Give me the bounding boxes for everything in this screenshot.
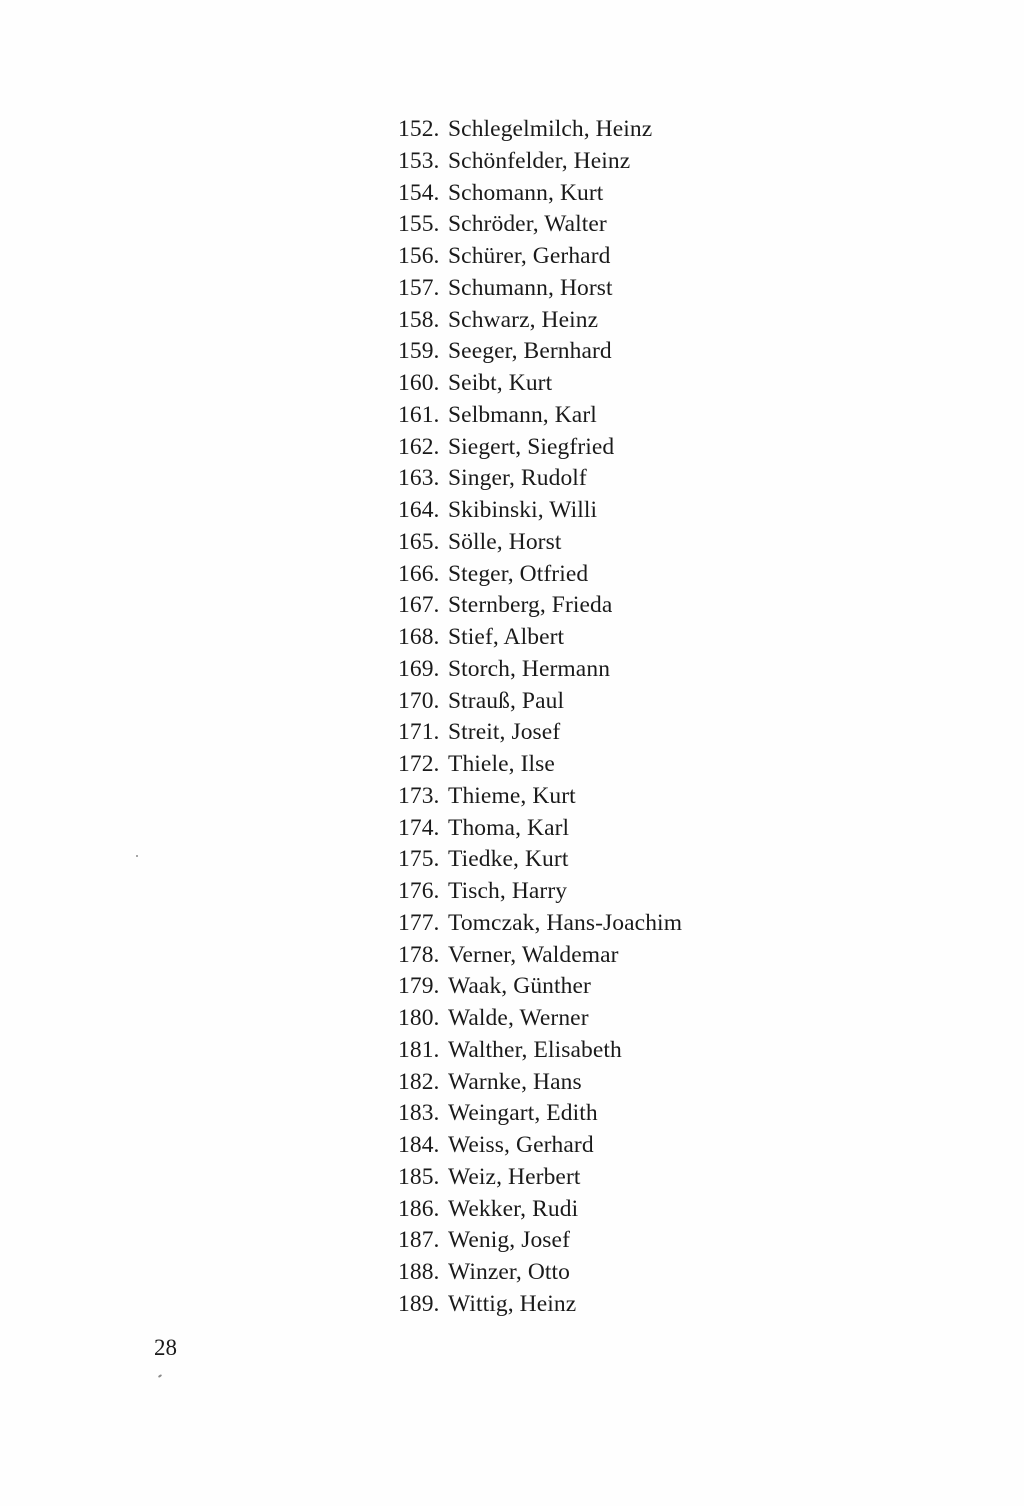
list-item xyxy=(398,209,682,241)
list-item xyxy=(398,1067,682,1099)
entry-number: 160. xyxy=(398,370,440,396)
entry-name: Wenig, Josef xyxy=(448,1227,571,1254)
entry-name: Skibinski, Willi xyxy=(448,497,598,523)
entry-number: 181. xyxy=(398,1036,440,1063)
list-item xyxy=(398,749,682,781)
entry-name: Strauß, Paul xyxy=(448,687,565,714)
entry-name: Verner, Waldemar xyxy=(448,941,619,968)
entry-name: Selbmann, Karl xyxy=(448,401,597,428)
entry-number: 161. xyxy=(398,401,440,428)
entry-number: 177. xyxy=(398,909,440,936)
scan-speck xyxy=(158,1374,162,1378)
list-item xyxy=(398,1289,682,1321)
list-item xyxy=(398,654,682,686)
entry-number: 180. xyxy=(398,1005,440,1031)
entry-name: Walther, Elisabeth xyxy=(448,1036,622,1063)
list-item xyxy=(398,1162,682,1194)
list-item xyxy=(398,114,682,146)
entry-name: Tomczak, Hans-Joachim xyxy=(448,909,683,936)
entry-number: 176. xyxy=(398,878,440,904)
entry-number: 187. xyxy=(398,1227,440,1254)
list-item xyxy=(398,336,682,368)
entry-name: Seibt, Kurt xyxy=(448,370,553,396)
entry-name: Seeger, Bernhard xyxy=(448,338,612,365)
entry-name: Schönfelder, Heinz xyxy=(448,147,631,174)
entry-number: 159. xyxy=(398,338,440,365)
list-item xyxy=(398,876,682,908)
entry-number: 170. xyxy=(398,687,440,714)
entry-number: 152. xyxy=(398,116,440,142)
entry-number: 164. xyxy=(398,497,440,523)
entry-number: 182. xyxy=(398,1068,440,1095)
list-item xyxy=(398,1003,682,1035)
entry-number: 173. xyxy=(398,782,440,809)
list-item xyxy=(398,463,682,495)
entry-number: 163. xyxy=(398,465,440,492)
entry-name: Schürer, Gerhard xyxy=(448,243,611,269)
entry-name: Sternberg, Frieda xyxy=(448,592,613,619)
entry-name: Tisch, Harry xyxy=(448,878,568,904)
list-item xyxy=(398,400,682,432)
entry-name: Thoma, Karl xyxy=(448,814,570,841)
entry-name: Walde, Werner xyxy=(448,1005,589,1031)
entry-number: 166. xyxy=(398,560,440,587)
entry-number: 179. xyxy=(398,973,440,1000)
entry-number: 167. xyxy=(398,592,440,619)
entry-name: Schomann, Kurt xyxy=(448,179,604,206)
entry-number: 168. xyxy=(398,624,440,650)
entry-number: 183. xyxy=(398,1100,440,1127)
entry-number: 171. xyxy=(398,719,440,746)
entry-number: 186. xyxy=(398,1195,440,1222)
entry-name: Warnke, Hans xyxy=(448,1068,582,1095)
entry-number: 188. xyxy=(398,1259,440,1285)
entry-number: 165. xyxy=(398,528,440,555)
list-item xyxy=(398,781,682,813)
list-item xyxy=(398,1035,682,1067)
entry-number: 153. xyxy=(398,147,440,174)
entry-number: 185. xyxy=(398,1163,440,1190)
list-item xyxy=(398,1225,682,1257)
entry-number: 174. xyxy=(398,814,440,841)
list-item xyxy=(398,559,682,591)
entry-number: 189. xyxy=(398,1290,440,1317)
entry-name: Wekker, Rudi xyxy=(448,1195,579,1222)
entry-name: Schröder, Walter xyxy=(448,211,607,238)
entry-name: Waak, Günther xyxy=(448,973,591,1000)
entry-name: Schumann, Horst xyxy=(448,274,613,301)
entry-name: Stief, Albert xyxy=(448,624,565,650)
list-item xyxy=(398,940,682,972)
entry-name: Weiz, Herbert xyxy=(448,1163,581,1190)
entry-name: Siegert, Siegfried xyxy=(448,433,615,460)
name-list xyxy=(398,114,682,1321)
scan-speck xyxy=(136,855,138,857)
entry-name: Thieme, Kurt xyxy=(448,782,576,809)
list-item xyxy=(398,844,682,876)
list-item xyxy=(398,527,682,559)
entry-name: Schlegelmilch, Heinz xyxy=(448,116,653,142)
entry-number: 162. xyxy=(398,433,440,460)
list-item xyxy=(398,1194,682,1226)
list-item xyxy=(398,813,682,845)
entry-name: Winzer, Otto xyxy=(448,1259,570,1285)
page-number: 28 xyxy=(154,1335,177,1360)
entry-number: 158. xyxy=(398,306,440,333)
list-item xyxy=(398,432,682,464)
entry-name: Streit, Josef xyxy=(448,719,561,746)
entry-number: 184. xyxy=(398,1132,440,1158)
entry-number: 172. xyxy=(398,751,440,777)
list-item xyxy=(398,1257,682,1289)
list-item xyxy=(398,273,682,305)
list-item xyxy=(398,686,682,718)
entry-name: Sölle, Horst xyxy=(448,528,562,555)
list-item xyxy=(398,590,682,622)
list-item xyxy=(398,241,682,273)
entry-name: Schwarz, Heinz xyxy=(448,306,599,333)
list-item xyxy=(398,622,682,654)
entry-number: 169. xyxy=(398,655,440,682)
entry-name: Thiele, Ilse xyxy=(448,751,555,777)
entry-number: 155. xyxy=(398,211,440,238)
entry-name: Steger, Otfried xyxy=(448,560,589,587)
entry-name: Tiedke, Kurt xyxy=(448,846,569,873)
entry-number: 154. xyxy=(398,179,440,206)
entry-name: Wittig, Heinz xyxy=(448,1290,577,1317)
list-item xyxy=(398,717,682,749)
entry-name: Weingart, Edith xyxy=(448,1100,598,1127)
list-item xyxy=(398,1130,682,1162)
list-item xyxy=(398,368,682,400)
entry-number: 178. xyxy=(398,941,440,968)
list-item xyxy=(398,178,682,210)
entry-number: 156. xyxy=(398,243,440,269)
list-item xyxy=(398,305,682,337)
list-item xyxy=(398,908,682,940)
entry-number: 175. xyxy=(398,846,440,873)
list-item xyxy=(398,971,682,1003)
entry-name: Weiss, Gerhard xyxy=(448,1132,594,1158)
list-item xyxy=(398,495,682,527)
entry-name: Storch, Hermann xyxy=(448,655,611,682)
entry-number: 157. xyxy=(398,274,440,301)
list-item xyxy=(398,146,682,178)
list-item xyxy=(398,1098,682,1130)
entry-name: Singer, Rudolf xyxy=(448,465,587,492)
